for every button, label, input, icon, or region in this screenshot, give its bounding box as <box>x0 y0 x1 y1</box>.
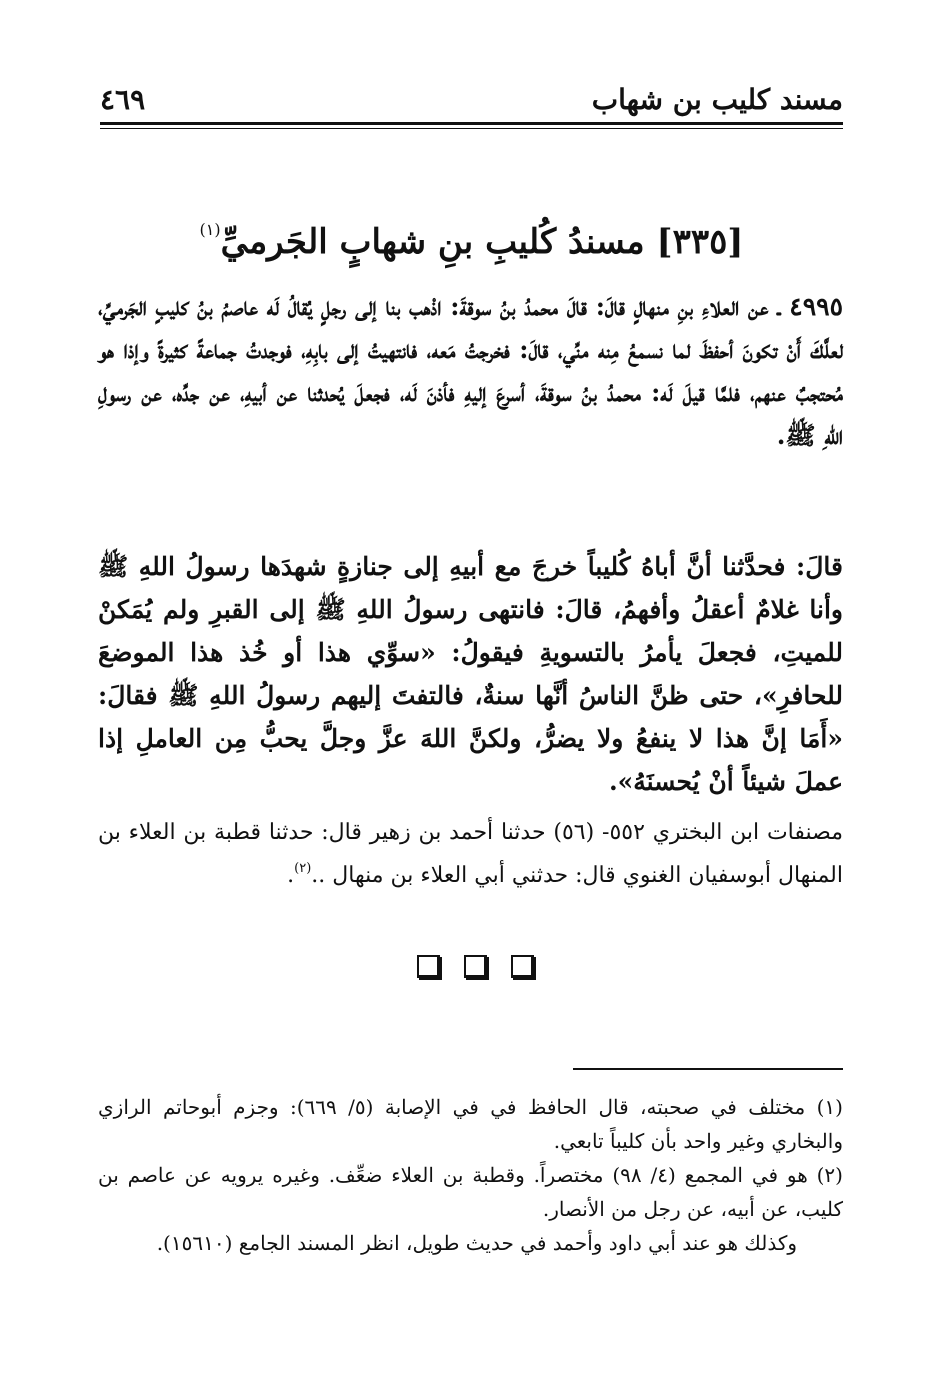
hadith-text: ٤٩٩٥ ـ عن العلاءِ بنِ منهالٍ قالَ: قالَ محمدُ بنُ سوقةَ: اذْهب بنا إلى رجلٍ يُقالُ لَه عاصمُ بنُ كليبٍ الجَرميِّ، لعلَّكَ أَنْ تكونَ أحفظَ لما نسمعُ مِنه منِّي، قالَ: فخرجتُ مَعه، فانتهيتُ إلى بابِهِ، فوجدتُ جماعةً كثيرةً وإذا هو مُحتجبٌ عنهم، فلمَّا قيلَ لَه: محمدُ بنُ سوقةَ، أسرعَ إليهِ فأذنَ لَه، فجعلَ يُحدثنا عن أبيهِ، عن جدِّه، عن رسولِ اللهِ ﷺ. <box>98 292 843 450</box>
footnotes <box>98 1090 843 1260</box>
running-title: مسند كليب بن شهاب <box>591 83 843 116</box>
footnote-2-continuation: وكذلك هو عند أبي داود وأحمد في حديث طويل، انظر المسند الجامع (١٥٦١٠). <box>156 1231 797 1255</box>
paragraph-2 <box>98 545 843 803</box>
source-note: مصنفات ابن البختري ٥٥٢- (٥٦) حدثنا أحمد بن زهير قال: حدثنا قطبة بن العلاء بن المنهال أبوسفيان الغنوي قال: حدثني أبي العلاء بن منهال ..$^{(٢)}$. <box>98 820 843 888</box>
hadith-continuation: قالَ: فحدَّثنا أنَّ أباهُ كُليباً خرجَ مع أبيهِ إلى جنازةٍ شهدَها رسولُ اللهِ ﷺ وأنا غلامٌ أعقلُ وأفهمُ، قالَ: فانتهى رسولُ اللهِ ﷺ إلى القبرِ ولم يُمَكنْ للميتِ، فجعلَ يأمرُ بالتسويةِ فيقولُ: «سوِّي هذا أو خُذ هذا الموضعَ للحافرِ»، حتى ظنَّ الناسُ أنَّها سنةٌ، فالتفتَ إليهم رسولُ اللهِ ﷺ فقالَ: «أَمَا إنَّ هذا لا ينفعُ ولا يضرُّ، ولكنَّ اللهَ عزَّ وجلَّ يحبُّ مِن العاملِ إذا عملَ شيئاً أنْ يُحسنَهُ». <box>98 552 843 796</box>
three-squares-ornament-icon <box>0 955 951 982</box>
section-title <box>100 205 843 267</box>
page-header <box>100 82 843 122</box>
paragraph-1 <box>98 285 843 457</box>
page-number: ٤٦٩ <box>100 83 146 116</box>
source-paragraph <box>98 815 843 894</box>
section-title-text: [٣٣٥] مسندُ كُليبِ بنِ شهابٍ الجَرميِّ <box>220 222 744 262</box>
source-footnote-ref[interactable]: (٢) <box>294 861 312 876</box>
footnote-rule <box>573 1068 843 1070</box>
footnote-1: (١) مختلف في صحبته، قال الحافظ في في الإصابة (٥/ ٦٦٩): وجزم أبوحاتم الرازي والبخاري وغير واحد بأن كليباً تابعي. <box>98 1095 843 1153</box>
square-icon <box>417 955 440 978</box>
source-note-text: مصنفات ابن البختري ٥٥٢- (٥٦) حدثنا أحمد بن زهير قال: حدثنا قطبة بن العلاء بن المنهال أبوسفيان الغنوي قال: حدثني أبي العلاء بن منهال .. <box>98 820 843 888</box>
header-rule-thick <box>100 122 843 125</box>
footnote-2: (٢) هو في المجمع (٤/ ٩٨) مختصراً. وقطبة بن العلاء ضعِّف. وغيره يرويه عن عاصم بن كليب، عن أبيه، عن رجل من الأنصار. <box>98 1163 843 1221</box>
square-icon <box>464 955 487 978</box>
header-rule-thin <box>100 128 843 129</box>
square-icon <box>511 955 534 978</box>
title-footnote-ref[interactable]: (١) <box>199 220 221 239</box>
